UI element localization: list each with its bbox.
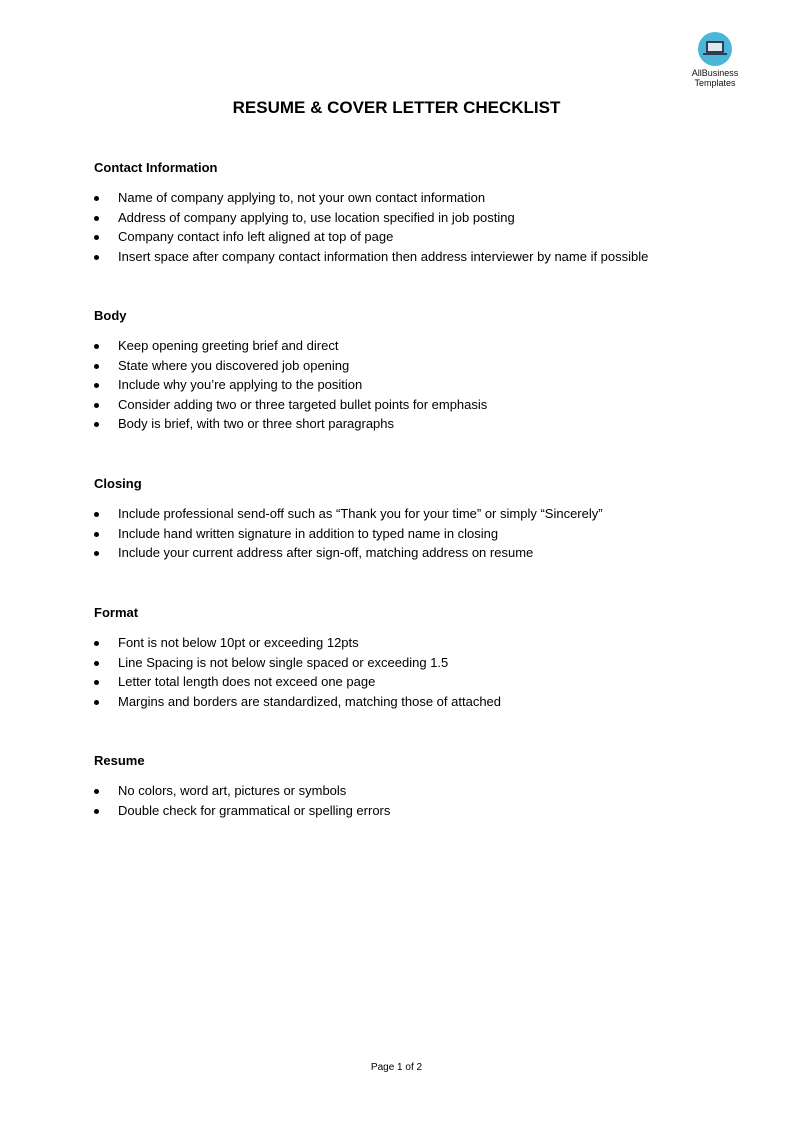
section-format	[94, 603, 734, 711]
list-item-text: Include hand written signature in addition to typed name in closing	[118, 525, 499, 541]
bullet-icon	[94, 551, 99, 556]
list-item-text: Insert space after company contact information then address interviewer by name if possible	[118, 248, 649, 264]
bullet-icon	[94, 383, 99, 388]
list-item	[94, 356, 734, 376]
list-item	[94, 524, 734, 544]
list-item	[94, 781, 734, 801]
section-resume	[94, 751, 734, 820]
logo-text-line2: Templates	[694, 78, 736, 88]
section-heading: Contact Information	[94, 160, 218, 175]
list-item-text: Name of company applying to, not your own contact information	[118, 190, 486, 205]
section-heading: Body	[94, 308, 127, 323]
list-item	[94, 504, 734, 524]
list-item-text: Margins and borders are standardized, matching those of attached	[118, 693, 502, 709]
list-item-text: Body is brief, with two or three short paragraphs	[118, 416, 395, 431]
bullet-icon	[94, 196, 99, 201]
list-item-text: Include professional send-off such as “Thank you for your time” or simply “Sincerely”	[118, 506, 603, 521]
list-item-text: State where you discovered job opening	[118, 357, 350, 373]
bullet-icon	[94, 344, 99, 349]
bullet-icon	[94, 403, 99, 408]
bullet-icon	[94, 809, 99, 814]
logo-text-line1: AllBusiness	[691, 68, 739, 78]
bullet-icon	[94, 235, 99, 240]
list-item-text: Letter total length does not exceed one page	[118, 674, 376, 689]
bullet-icon	[94, 680, 99, 685]
list-item	[94, 633, 734, 653]
bullet-icon	[94, 255, 99, 260]
section-body	[94, 306, 734, 434]
list-item-text: Line Spacing is not below single spaced or exceeding 1.5	[118, 654, 449, 670]
section-heading: Format	[94, 605, 139, 620]
list-item	[94, 375, 734, 395]
list-item-text: Company contact info left aligned at top of page	[118, 229, 394, 244]
bullet-list	[94, 336, 734, 434]
list-item	[94, 414, 734, 434]
list-item	[94, 227, 734, 247]
list-item-text: Keep opening greeting brief and direct	[118, 338, 339, 353]
bullet-icon	[94, 641, 99, 646]
bullet-icon	[94, 700, 99, 705]
list-item	[94, 395, 734, 415]
list-item-text: Font is not below 10pt or exceeding 12pts	[118, 635, 359, 650]
bullet-list	[94, 504, 734, 563]
bullet-icon	[94, 661, 99, 666]
bullet-icon	[94, 532, 99, 537]
list-item	[94, 672, 734, 692]
laptop-icon	[698, 32, 732, 66]
list-item	[94, 653, 734, 673]
list-item	[94, 692, 734, 712]
bullet-icon	[94, 422, 99, 427]
list-item-text: No colors, word art, pictures or symbols	[118, 783, 347, 798]
bullet-icon	[94, 789, 99, 794]
list-item-text: Consider adding two or three targeted bullet points for emphasis	[118, 396, 488, 412]
section-heading: Closing	[94, 476, 142, 491]
list-item	[94, 188, 734, 208]
list-item	[94, 336, 734, 356]
bullet-list	[94, 633, 734, 711]
list-item	[94, 801, 734, 821]
list-item-text: Include your current address after sign-off, matching address on resume	[118, 545, 534, 560]
list-item-text: Include why you’re applying to the position	[118, 377, 363, 392]
list-item	[94, 543, 734, 563]
list-item-text: Double check for grammatical or spelling errors	[118, 802, 391, 818]
list-item-text: Address of company applying to, use location specified in job posting	[118, 209, 515, 225]
section-contact-information	[94, 158, 734, 266]
bullet-list	[94, 781, 734, 820]
bullet-list	[94, 188, 734, 266]
bullet-icon	[94, 364, 99, 369]
list-item	[94, 208, 734, 228]
document-title: RESUME & COVER LETTER CHECKLIST	[232, 98, 561, 117]
page-number: Page 1 of 2	[370, 1062, 423, 1073]
section-heading: Resume	[94, 753, 145, 768]
allbusiness-logo	[684, 32, 746, 88]
list-item	[94, 247, 734, 267]
bullet-icon	[94, 216, 99, 221]
bullet-icon	[94, 512, 99, 517]
section-closing	[94, 474, 734, 563]
